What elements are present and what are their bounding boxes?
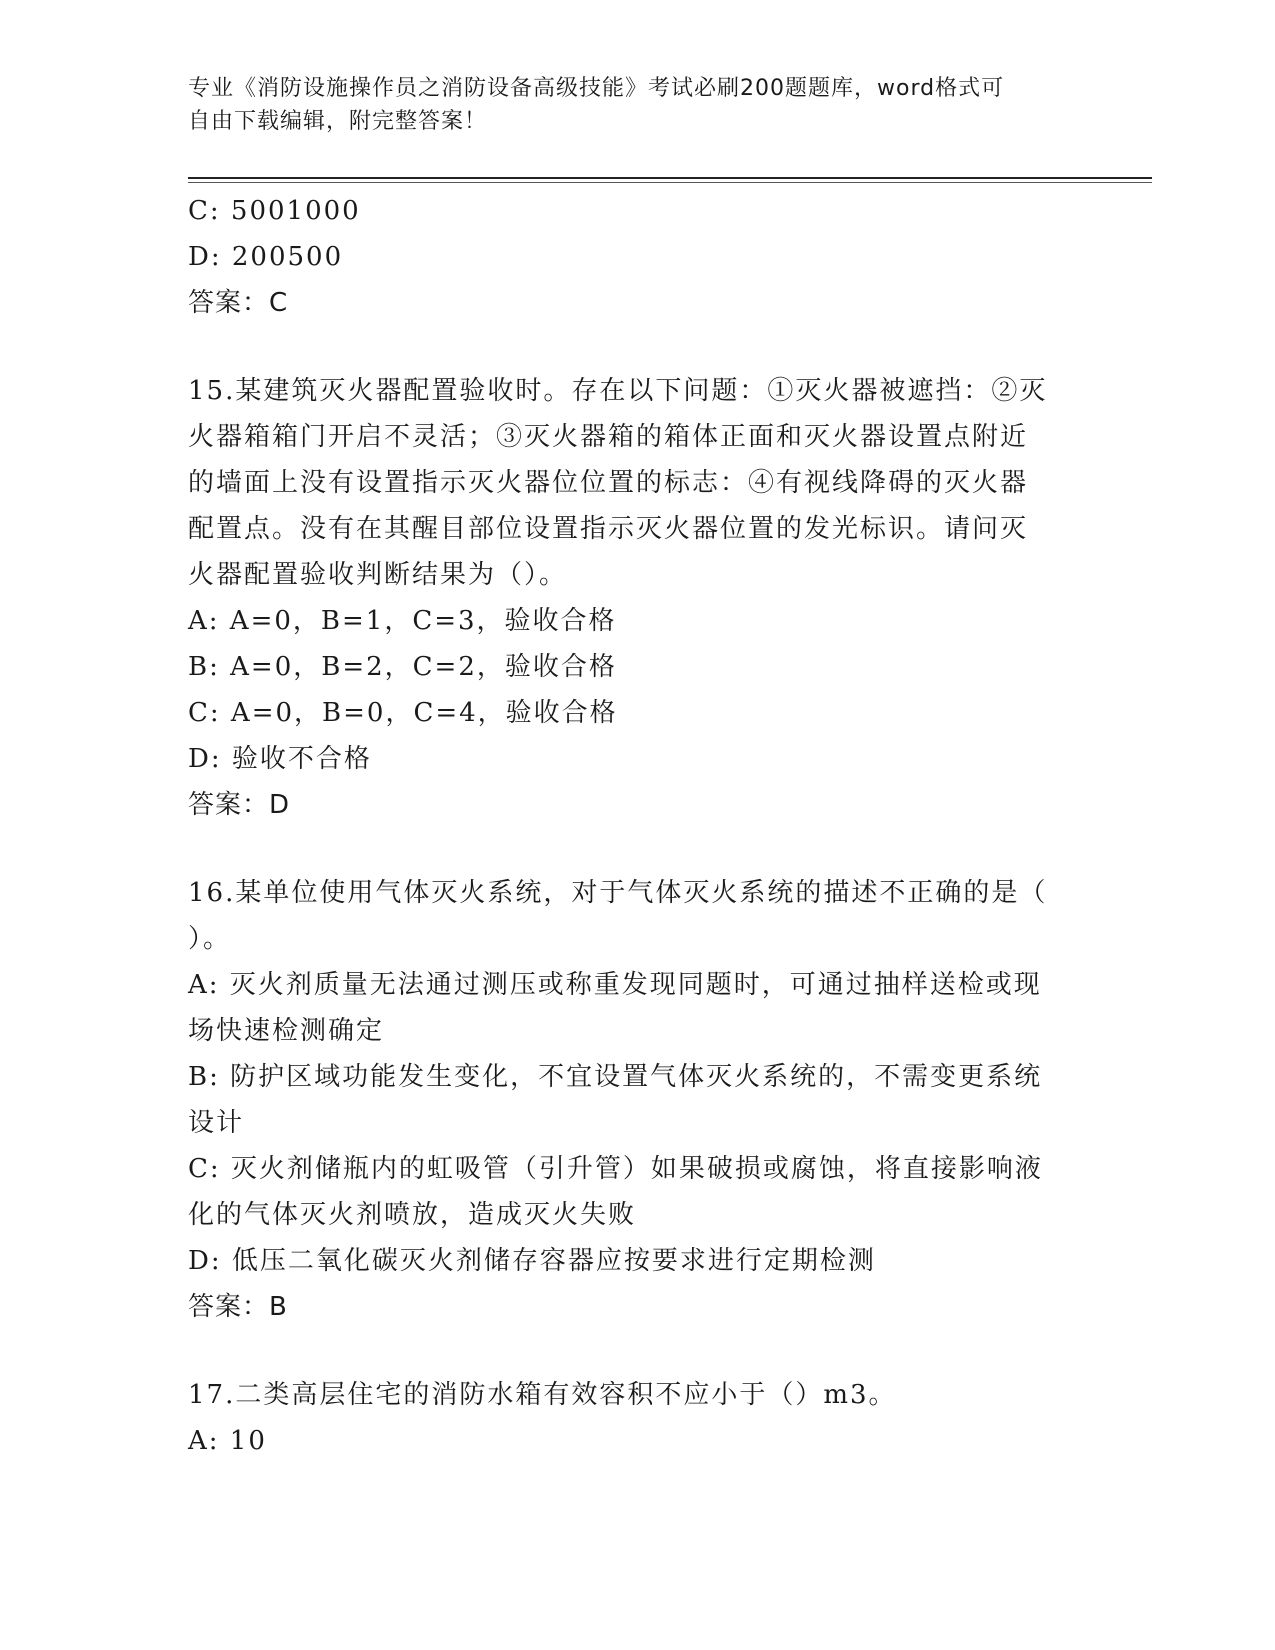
document-header	[188, 72, 1068, 138]
option-d: D: 低压二氧化碳灭火剂储存容器应按要求进行定期检测	[188, 1246, 876, 1276]
option-c-line: C: 灭火剂储瓶内的虹吸管（引升管）如果破损或腐蚀，将直接影响液	[188, 1154, 1043, 1184]
question-stem-line: 火器配置验收判断结果为（）。	[188, 560, 568, 590]
spacer	[188, 828, 1068, 870]
question-16	[188, 870, 1068, 1330]
answer: 答案：B	[188, 1292, 288, 1322]
question-17	[188, 1372, 1068, 1464]
option-b-line: B: 防护区域功能发生变化，不宜设置气体灭火系统的，不需变更系统	[188, 1062, 1043, 1092]
spacer	[188, 326, 1068, 368]
option-b: B: A=0，B=2，C=2，验收合格	[188, 652, 617, 682]
header-divider-thick	[188, 177, 1152, 179]
question-stem-line: ）。	[188, 924, 232, 954]
option-a-line: 场快速检测确定	[188, 1016, 385, 1046]
option-d: D: 200500	[188, 242, 344, 272]
question-14-tail	[188, 188, 1068, 326]
question-stem-line: 火器箱箱门开启不灵活；③灭火器箱的箱体正面和灭火器设置点附近	[188, 422, 1029, 452]
answer: 答案：D	[188, 790, 291, 820]
question-15	[188, 368, 1068, 828]
option-c-line: 化的气体灭火剂喷放，造成灭火失败	[188, 1200, 637, 1230]
question-stem-line: 17.二类高层住宅的消防水箱有效容积不应小于（）m3。	[188, 1380, 897, 1410]
option-d: D: 验收不合格	[188, 744, 372, 774]
option-a-line: A: 灭火剂质量无法通过测压或称重发现同题时，可通过抽样送检或现	[188, 970, 1042, 1000]
question-stem-line: 的墙面上没有设置指示灭火器位位置的标志：④有视线降碍的灭火器	[188, 468, 1029, 498]
answer: 答案：C	[188, 288, 289, 318]
option-a: A: 10	[188, 1426, 267, 1456]
option-c: C: A=0，B=0，C=4，验收合格	[188, 698, 618, 728]
option-b-line: 设计	[188, 1108, 245, 1138]
question-stem-line: 16.某单位使用气体灭火系统，对于气体灭火系统的描述不正确的是（	[188, 878, 1048, 908]
header-title-line-2: 自由下载编辑，附完整答案！	[188, 109, 488, 134]
header-divider-thin	[188, 182, 1152, 183]
document-body	[188, 188, 1068, 1464]
header-title-line-1: 专业《消防设施操作员之消防设备高级技能》考试必刷200题题库，word格式可	[188, 76, 1005, 101]
question-stem-line: 配置点。没有在其醒目部位设置指示灭火器位置的发光标识。请问灭	[188, 514, 1029, 544]
option-a: A: A=0，B=1，C=3，验收合格	[188, 606, 617, 636]
option-c: C: 5001000	[188, 196, 361, 226]
spacer	[188, 1330, 1068, 1372]
question-stem-line: 15.某建筑灭火器配置验收时。存在以下问题：①灭火器被遮挡：②灭	[188, 376, 1048, 406]
